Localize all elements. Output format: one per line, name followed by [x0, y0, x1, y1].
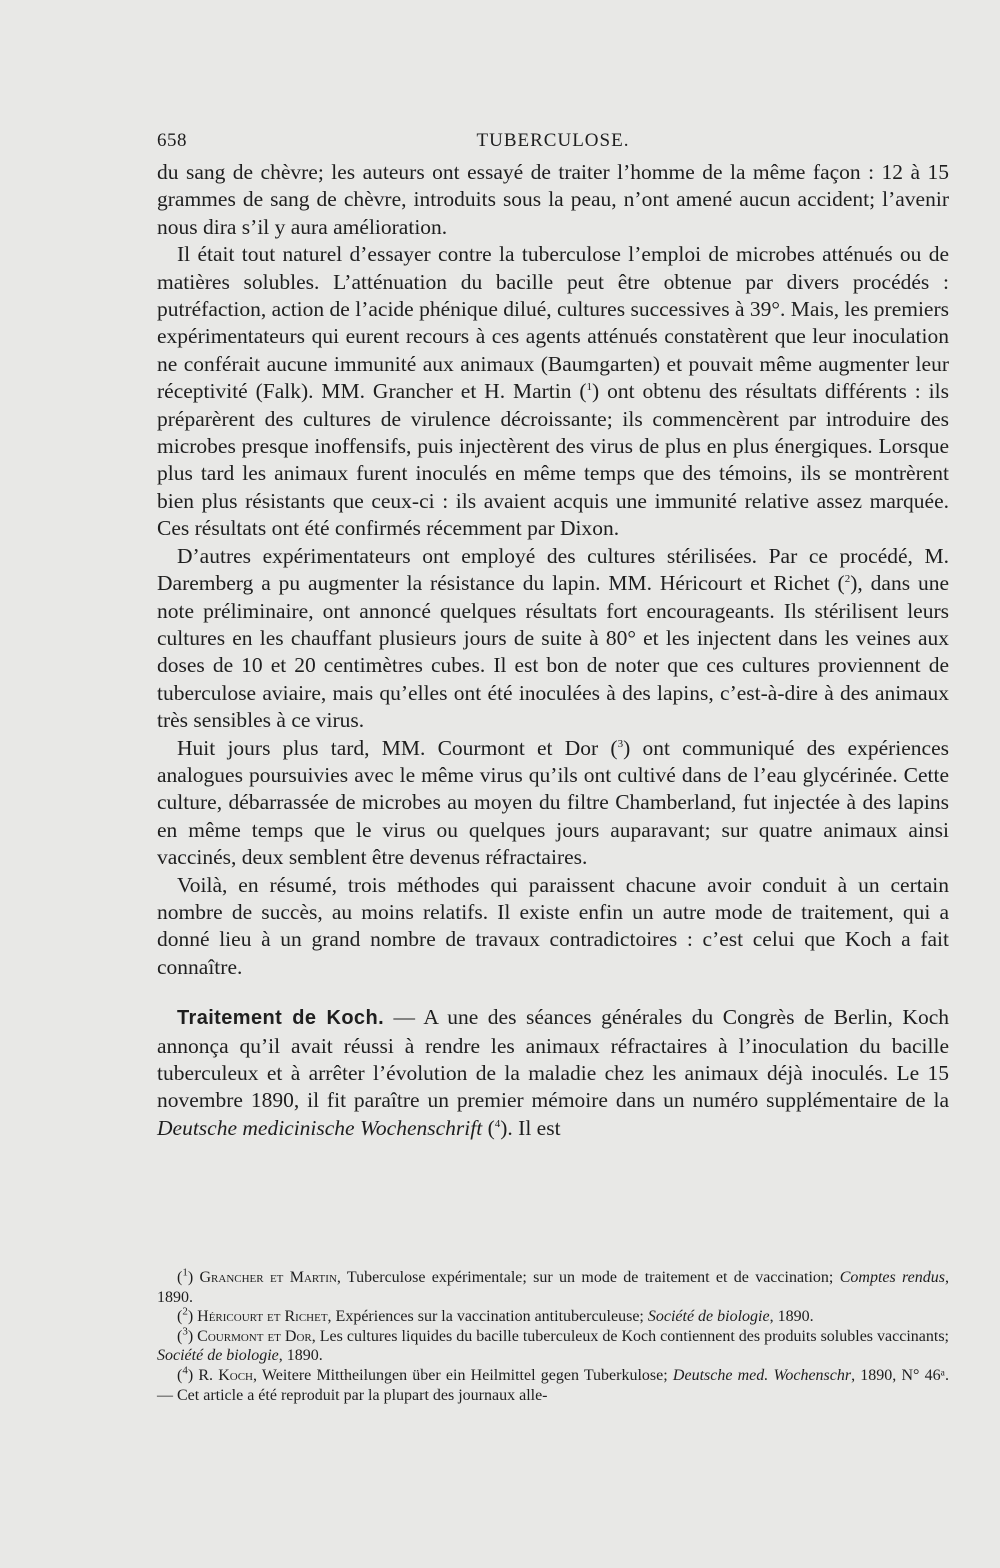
running-title: TUBERCULOSE.	[476, 130, 630, 151]
paragraph-attenuated-microbes: Il était tout naturel d’essayer contre la tuberculose l’emploi de microbes atténués ou de matières solubles. L’atténuation du bacille peut être obtenue par divers procédés : putréfaction, action de l’acide phénique dilué, cultures successives à 39°. Mais, les premiers expérimentateurs qui eurent recours à ces agents atténués constatèrent que leur inoculation ne conférait aucune immunité aux animaux (Baumgarten) et pouvait même augmenter leur réceptivité (Falk). MM. Grancher et H. Martin ($^1$) ont obtenu des résultats différents : ils préparèrent des cultures de virulence décroissante; ils commencèrent par introduire des microbes presque inoffensifs, puis injectèrent des virus de plus en plus énergiques. Lorsque plus tard les animaux furent inoculés en même temps que des témoins, ils se montrèrent bien plus résistants que ceux-ci : ils avaient acquis une immunité relative assez marquée. Ces résultats ont été confirmés récemment par Dixon.	[157, 242, 949, 541]
footnote-authors: Courmont et Dor,	[197, 1327, 316, 1345]
footnotes	[157, 1268, 949, 1405]
footnote-ref-2: 2	[844, 572, 851, 585]
paragraph-koch-treatment: Traitement de Koch. — A une des séances générales du Congrès de Berlin, Koch annonça qu’il avait réussi à rendre les animaux réfractaires à l’inoculation du bacille tuberculeux et à arrêter l’évolution de la maladie chez les animaux déjà inoculés. Le 15 novembre 1890, il fit paraître un premier mémoire dans un numéro supplémentaire de la Deutsche medicinische Wochenschrift ($^4$). Il est	[157, 1005, 949, 1140]
footnote-authors: Grancher et Martin,	[199, 1269, 341, 1286]
section-title: Traitement de Koch.	[177, 1007, 385, 1030]
journal-title: Deutsche medicinische Wochenschrift	[157, 1115, 483, 1140]
paragraph-sterilized-cultures: D’autres expérimentateurs ont employé des cultures stérilisées. Par ce procédé, M. Daremberg a pu augmenter la résistance du lapin. MM. Héricourt et Richet ($^2$), dans une note préliminaire, ont annoncé quelques résultats fort encourageants. Ils stérilisent leurs cultures en les chauffant plusieurs jours de suite à 80° et les injectent dans les veines aux doses de 10 et 20 centimètres cubes. Il est bon de noter que ces cultures proviennent de tuberculose aviaire, mais qu’elles ont été inoculées à des lapins, c’est-à-dire à des animaux très sensibles à ce virus.	[157, 543, 949, 733]
footnote-authors: R. Koch,	[198, 1366, 258, 1384]
page-number: 658	[157, 130, 187, 151]
footnote-ref-4: 4	[494, 1117, 501, 1130]
footnote-ref-1: 1	[586, 381, 593, 394]
footnote-ref-3: 3	[617, 737, 624, 750]
footnote-1: ($^1$) Grancher et Martin, Tuberculose expérimentale; sur un mode de traitement et de vaccination; Comptes rendus, 1890.	[157, 1266, 950, 1306]
running-head	[157, 130, 949, 160]
paragraph-summary: Voilà, en résumé, trois méthodes qui paraissent chacune avoir conduit à un certain nombre de succès, au moins relatifs. Il existe enfin un autre mode de traitement, qui a donné lieu à un grand nombre de travaux contradictoires : c’est celui que Koch a fait connaître.	[157, 872, 949, 979]
footnote-3: ($^3$) Courmont et Dor, Les cultures liquides du bacille tuberculeux de Koch contiennent des produits solubles vaccinants; Société de biologie, 1890.	[157, 1325, 950, 1365]
footnote-4: ($^4$) R. Koch, Weitere Mittheilungen über ein Heilmittel gegen Tuberkulose; Deutsche med. Wochenschr, 1890, N° 46ᵃ. — Cet article a été reproduit par la plupart des journaux alle-	[157, 1364, 950, 1404]
paragraph-continued: du sang de chèvre; les auteurs ont essayé de traiter l’homme de la même façon : 12 à 15 grammes de sang de chèvre, introduits sous la peau, n’ont amené aucun accident; l’avenir nous dira s’il y aura amélioration.	[157, 160, 949, 239]
body-text	[157, 159, 949, 1142]
paragraph-courmont-dor: Huit jours plus tard, MM. Courmont et Dor ($^3$) ont communiqué des expériences analogues poursuivies avec le même virus qu’ils ont cultivé dans de l’eau glycérinée. Cette culture, débarrassée de microbes au moyen du filtre Chamberland, fut injectée à des lapins en même temps que le virus ou quelques jours auparavant; sur quatre animaux ainsi vaccinés, deux semblent être devenus réfractaires.	[157, 735, 949, 870]
footnote-2: ($^2$) Héricourt et Richet, Expériences sur la vaccination antituberculeuse; Société de biologie, 1890.	[177, 1305, 814, 1326]
footnote-authors: Héricourt et Richet,	[197, 1308, 332, 1326]
